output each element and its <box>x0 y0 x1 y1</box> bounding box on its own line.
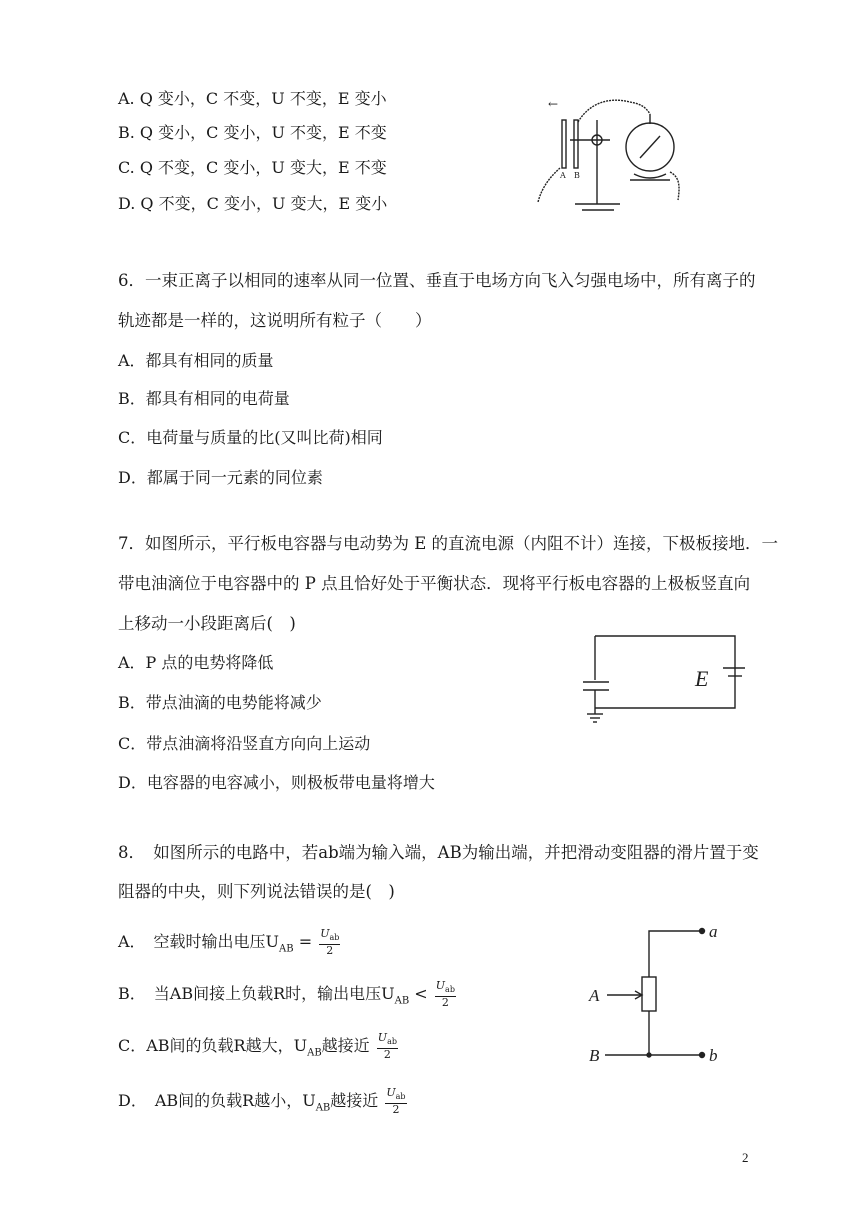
q5-option-c: C. Q 不变，C 变小，U 变大，E 不变 <box>118 158 387 177</box>
q8-option-c-prefix: C．AB间的负载R越大，U <box>118 1036 308 1056</box>
q8-option-d-rel: 越接近 <box>330 1091 379 1111</box>
q8-option-d-sub: AB <box>315 1102 331 1114</box>
frac-den: 2 <box>326 944 334 958</box>
q8-option-a-rel: = <box>293 932 318 952</box>
frac-num-sub: ab <box>387 1037 397 1047</box>
q7-option-a: A．P 点的电势将降低 <box>118 653 274 672</box>
q7-option-c: C．带点油滴将沿竖直方向向上运动 <box>118 734 371 753</box>
q8-option-d-fraction <box>385 1087 406 1116</box>
frac-num: U <box>435 979 446 992</box>
q7-stem-line3: 上移动一小段距离后( ) <box>118 614 296 633</box>
frac-den: 2 <box>441 996 449 1010</box>
frac-den: 2 <box>392 1103 400 1117</box>
q8-option-b <box>118 980 456 1012</box>
q8-stem-line1: 8． 如图所示的电路中，若ab端为输入端，AB为输出端，并把滑动变阻器的滑片置于变 <box>118 843 759 862</box>
q5-plate-a-label: A <box>560 171 566 180</box>
q5-arrow-label: ← <box>548 97 559 111</box>
q6-stem-line1: 6．一束正离子以相同的速率从同一位置、垂直于电场方向飞入匀强电场中，所有离子的 <box>118 271 756 290</box>
q5-plate-b-label: B <box>574 171 580 180</box>
q8-option-a <box>118 928 340 960</box>
q7-stem-line2: 带电油滴位于电容器中的 P 点且恰好处于平衡状态．现将平行板电容器的上极板竖直向 <box>118 574 751 593</box>
q8-option-a-prefix: A． 空载时输出电压U <box>118 932 280 952</box>
q7-stem-line1: 7．如图所示，平行板电容器与电动势为 E 的直流电源（内阻不计）连接，下极板接地．一 <box>118 534 779 553</box>
q8-terminal-B-label: B <box>589 1046 600 1065</box>
q8-option-c-fraction <box>377 1032 398 1061</box>
q7-circuit-figure <box>575 630 745 730</box>
q7-option-b: B．带点油滴的电势能将减少 <box>118 693 322 712</box>
q8-option-b-rel: < <box>409 984 433 1004</box>
q6-stem-line2: 轨迹都是一样的，这说明所有粒子（ ） <box>118 311 432 330</box>
q8-terminal-b-label: b <box>709 1046 718 1065</box>
q7-emf-label: E <box>695 666 709 691</box>
q8-rheostat-figure <box>585 915 745 1075</box>
q8-stem-line2: 阻器的中央，则下列说法错误的是( ) <box>118 882 395 901</box>
q5-electrometer-figure <box>530 92 700 222</box>
q8-terminal-A-label: A <box>589 986 600 1005</box>
frac-num-sub: ab <box>329 933 340 943</box>
q8-option-b-fraction <box>435 980 456 1009</box>
q5-option-a: A. Q 变小，C 不变，U 不变，E 变小 <box>118 89 387 108</box>
q7-option-d: D．电容器的电容减小，则极板带电量将增大 <box>118 773 435 792</box>
q8-option-d-prefix: D． AB间的负载R越小，U <box>118 1091 316 1111</box>
q8-option-c <box>118 1032 398 1064</box>
q8-option-b-prefix: B． 当AB间接上负载R时，输出电压U <box>118 984 395 1004</box>
q8-option-a-fraction <box>319 928 340 957</box>
q6-option-d: D．都属于同一元素的同位素 <box>118 468 323 487</box>
frac-num: U <box>377 1031 388 1044</box>
q6-option-b: B．都具有相同的电荷量 <box>118 389 290 408</box>
q8-option-c-rel: 越接近 <box>321 1036 370 1056</box>
q6-option-c: C．电荷量与质量的比(又叫比荷)相同 <box>118 428 383 447</box>
q8-option-d <box>118 1087 407 1119</box>
q8-terminal-a-label: a <box>709 922 718 941</box>
q5-option-b: B. Q 变小，C 变小，U 不变，E 不变 <box>118 123 387 142</box>
q8-option-c-sub: AB <box>307 1047 322 1059</box>
page-number: 2 <box>742 1150 749 1165</box>
frac-num-sub: ab <box>395 1092 406 1102</box>
q5-option-d: D. Q 不变，C 变小，U 变大，E 变小 <box>118 194 388 213</box>
frac-num: U <box>320 927 330 940</box>
q6-option-a: A．都具有相同的质量 <box>118 351 274 370</box>
frac-num: U <box>386 1086 396 1099</box>
frac-num-sub: ab <box>445 985 455 995</box>
frac-den: 2 <box>383 1048 391 1062</box>
q8-option-a-sub: AB <box>279 943 294 955</box>
q8-option-b-sub: AB <box>394 995 410 1007</box>
